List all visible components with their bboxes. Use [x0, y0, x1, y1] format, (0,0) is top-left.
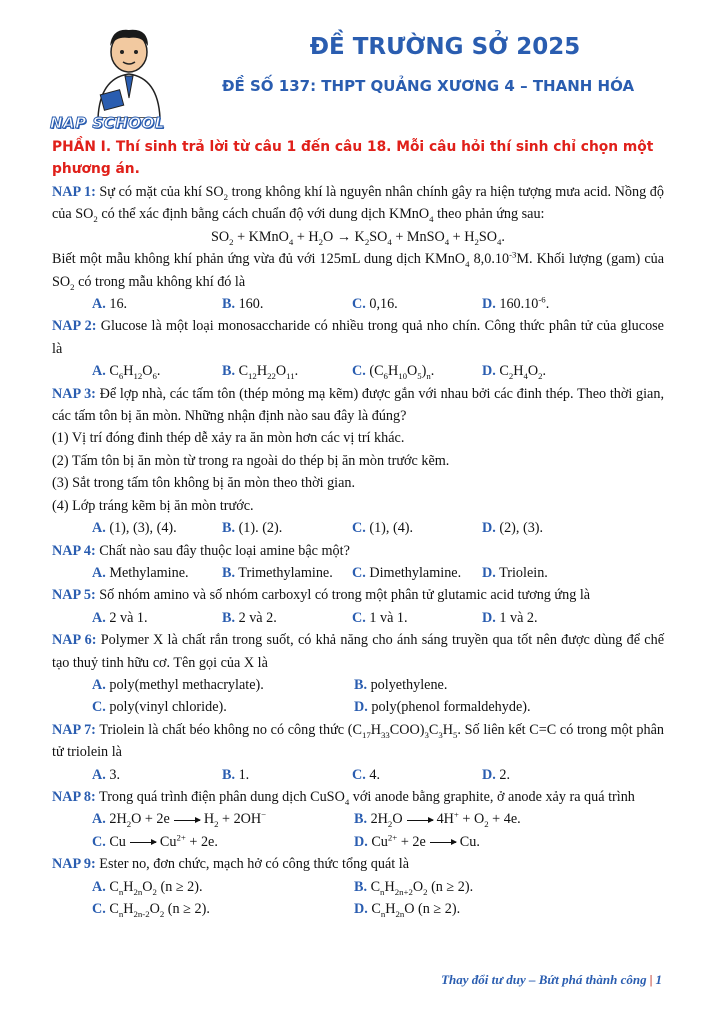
- question-1: NAP 1: Sự có mặt của khí $SO_2$ trong không khí là nguyên nhân chính gây ra hiện tượng mưa acid. Nồng độ của $SO_2$ có thể xác định bằng cách chuẩn độ với dung dịch KMnO$_4$ theo phản ứng sau:: [52, 184, 664, 225]
- option-b[interactable]: B. 160.: [222, 296, 264, 313]
- arrow-icon: [430, 842, 456, 843]
- options-2: [52, 360, 664, 382]
- option-d[interactable]: D. $C_2H_4O_2$.: [482, 363, 547, 382]
- question-6: NAP 6: Polymer X là chất rắn trong suốt, có khả năng cho ánh sáng truyền qua tốt nên được dùng để chế tạo thuỷ tinh hữu cơ. Tên gọi của X là: [52, 632, 664, 671]
- option-b[interactable]: B. 1.: [222, 766, 250, 783]
- options-7: [52, 764, 664, 786]
- option-b[interactable]: B. (1). (2).: [222, 520, 283, 537]
- option-a[interactable]: A. $C_6H_{12}O_6$.: [92, 363, 161, 382]
- option-a[interactable]: A. $2H_2O + 2e$ $H_2 + 2OH^-$: [92, 809, 267, 830]
- options-5: [52, 607, 664, 629]
- question-7: NAP 7: Triolein là chất béo không no có công thức $(C_{17}H_{33}COO)_3C_3H_5$. Số liên kết C=C có trong một phân tử triolein là: [52, 721, 664, 761]
- option-c[interactable]: C. 1 và 1.: [352, 609, 408, 626]
- options-9: [52, 876, 664, 898]
- option-b[interactable]: B. 2 và 2.: [222, 609, 277, 626]
- option-a[interactable]: A. Methylamine.: [92, 564, 189, 581]
- option-d[interactable]: D. $Cu^{2+} + 2e$ Cu.: [354, 832, 480, 850]
- footer-separator: |: [649, 972, 653, 987]
- options-8-row2: [52, 831, 664, 853]
- option-d[interactable]: D. Triolein.: [482, 564, 548, 581]
- option-d[interactable]: D. $160.10^{-6}$.: [482, 294, 550, 313]
- option-b[interactable]: B. $C_{12}H_{22}O_{11}$.: [222, 363, 299, 382]
- option-b[interactable]: B. $C_nH_{2n+2}O_2$ (n ≥ 2).: [354, 878, 474, 897]
- options-3: [52, 517, 664, 539]
- options-6: [52, 674, 664, 696]
- page-header: [0, 0, 714, 140]
- option-a[interactable]: A. (1), (3), (4).: [92, 520, 177, 537]
- page-number: 1: [655, 972, 662, 987]
- question-1-text: Biết một mẫu không khí phản ứng vừa đủ với 125mL dung dịch KMnO$_4$ $8,0.10^{-3}M$. Khối lượng (gam) của $SO_2$ có trong mẫu không khí đó là: [52, 249, 665, 292]
- page-subtitle: ĐỀ SỐ 137: THPT QUẢNG XƯƠNG 4 – THANH HÓA: [221, 77, 635, 95]
- option-a[interactable]: A. 3.: [92, 766, 120, 783]
- option-d[interactable]: D. poly(phenol formaldehyde).: [354, 699, 531, 716]
- student-mascot-icon: [82, 22, 176, 118]
- option-d[interactable]: D. $C_nH_{2n}O$ (n ≥ 2).: [354, 901, 461, 919]
- statement: (2) Tấm tôn bị ăn mòn từ trong ra ngoài do thép bị ăn mòn trước kẽm.: [52, 452, 450, 469]
- question-9: NAP 9: Ester no, đơn chức, mạch hở có công thức tổng quát là: [52, 856, 410, 873]
- option-c[interactable]: C. poly(vinyl chloride).: [92, 699, 227, 716]
- option-c[interactable]: C. $(C_6H_{10}O_5)_n$.: [352, 363, 435, 382]
- statement: (4) Lớp tráng kẽm bị ăn mòn trước.: [52, 497, 254, 514]
- footer-slogan: Thay đổi tư duy – Bứt phá thành công: [441, 972, 647, 987]
- option-d[interactable]: D. (2), (3).: [482, 520, 544, 537]
- page-footer: [441, 972, 662, 988]
- question-5: NAP 5: Số nhóm amino và số nhóm carboxyl có trong một phân tử glutamic acid tương ứng là: [52, 587, 591, 604]
- question-2: NAP 2: Glucose là một loại monosaccharide có nhiều trong quả nho chín. Công thức phân tử của glucose là: [52, 318, 664, 357]
- option-c[interactable]: C. Dimethylamine.: [352, 564, 462, 581]
- option-a[interactable]: A. poly(methyl methacrylate).: [92, 676, 264, 693]
- option-c[interactable]: C. $C_nH_{2n-2}O_2$ (n ≥ 2).: [92, 901, 210, 919]
- question-3: NAP 3: Để lợp nhà, các tấm tôn (thép mỏng mạ kẽm) được gắn với nhau bởi các đinh thép. Theo thời gian, các tấm tôn bị ăn mòn. Những nhận định nào sau đây là đúng?: [52, 385, 664, 425]
- options-6-row2: [52, 696, 664, 718]
- part-heading: PHẦN I. Thí sinh trả lời từ câu 1 đến câu 18. Mỗi câu hỏi thí sinh chỉ chọn một phương án.: [52, 139, 654, 177]
- option-b[interactable]: B. Trimethylamine.: [222, 564, 333, 581]
- statement: (1) Vị trí đóng đinh thép dễ xảy ra ăn mòn hơn các vị trí khác.: [52, 430, 405, 447]
- options-8: [52, 808, 664, 830]
- options-9-row2: [52, 898, 664, 920]
- exam-content: [52, 136, 664, 920]
- question-4: NAP 4: Chất nào sau đây thuộc loại amine bậc một?: [52, 542, 350, 559]
- option-c[interactable]: C. (1), (4).: [352, 520, 414, 537]
- arrow-icon: [407, 820, 433, 821]
- options-1: [52, 293, 664, 315]
- option-b[interactable]: B. $2H_2O$ $4H^+ + O_2 + 4e$.: [354, 809, 521, 830]
- option-c[interactable]: C. 4.: [352, 766, 380, 783]
- options-4: [52, 562, 664, 584]
- equation: $SO_2$ + KMnO$_4$ + $H_2O \to K_2SO_4$ + MnSO$_4$ + $H_2SO_4$.: [211, 228, 505, 247]
- option-c[interactable]: C. 0,16.: [352, 296, 398, 313]
- statement: (3) Sắt trong tấm tôn không bị ăn mòn theo thời gian.: [52, 475, 356, 492]
- option-d[interactable]: D. 2.: [482, 766, 510, 783]
- page-title: ĐỀ TRƯỜNG SỞ 2025: [309, 34, 581, 60]
- option-c[interactable]: C. Cu $Cu^{2+} + 2e$.: [92, 832, 218, 850]
- option-a[interactable]: A. 16.: [92, 296, 128, 313]
- arrow-icon: [130, 842, 156, 843]
- option-a[interactable]: A. $C_nH_{2n}O_2$ (n ≥ 2).: [92, 878, 203, 897]
- question-8: NAP 8: Trong quá trình điện phân dung dịch CuSO$_4$ với anode bằng graphite, ở anode xảy ra quá trình: [52, 788, 635, 807]
- option-b[interactable]: B. polyethylene.: [354, 676, 448, 693]
- brand-logo: NAP SCHOOL: [50, 114, 165, 132]
- arrow-icon: [174, 820, 200, 821]
- option-a[interactable]: A. 2 và 1.: [92, 609, 148, 626]
- option-d[interactable]: D. 1 và 2.: [482, 609, 538, 626]
